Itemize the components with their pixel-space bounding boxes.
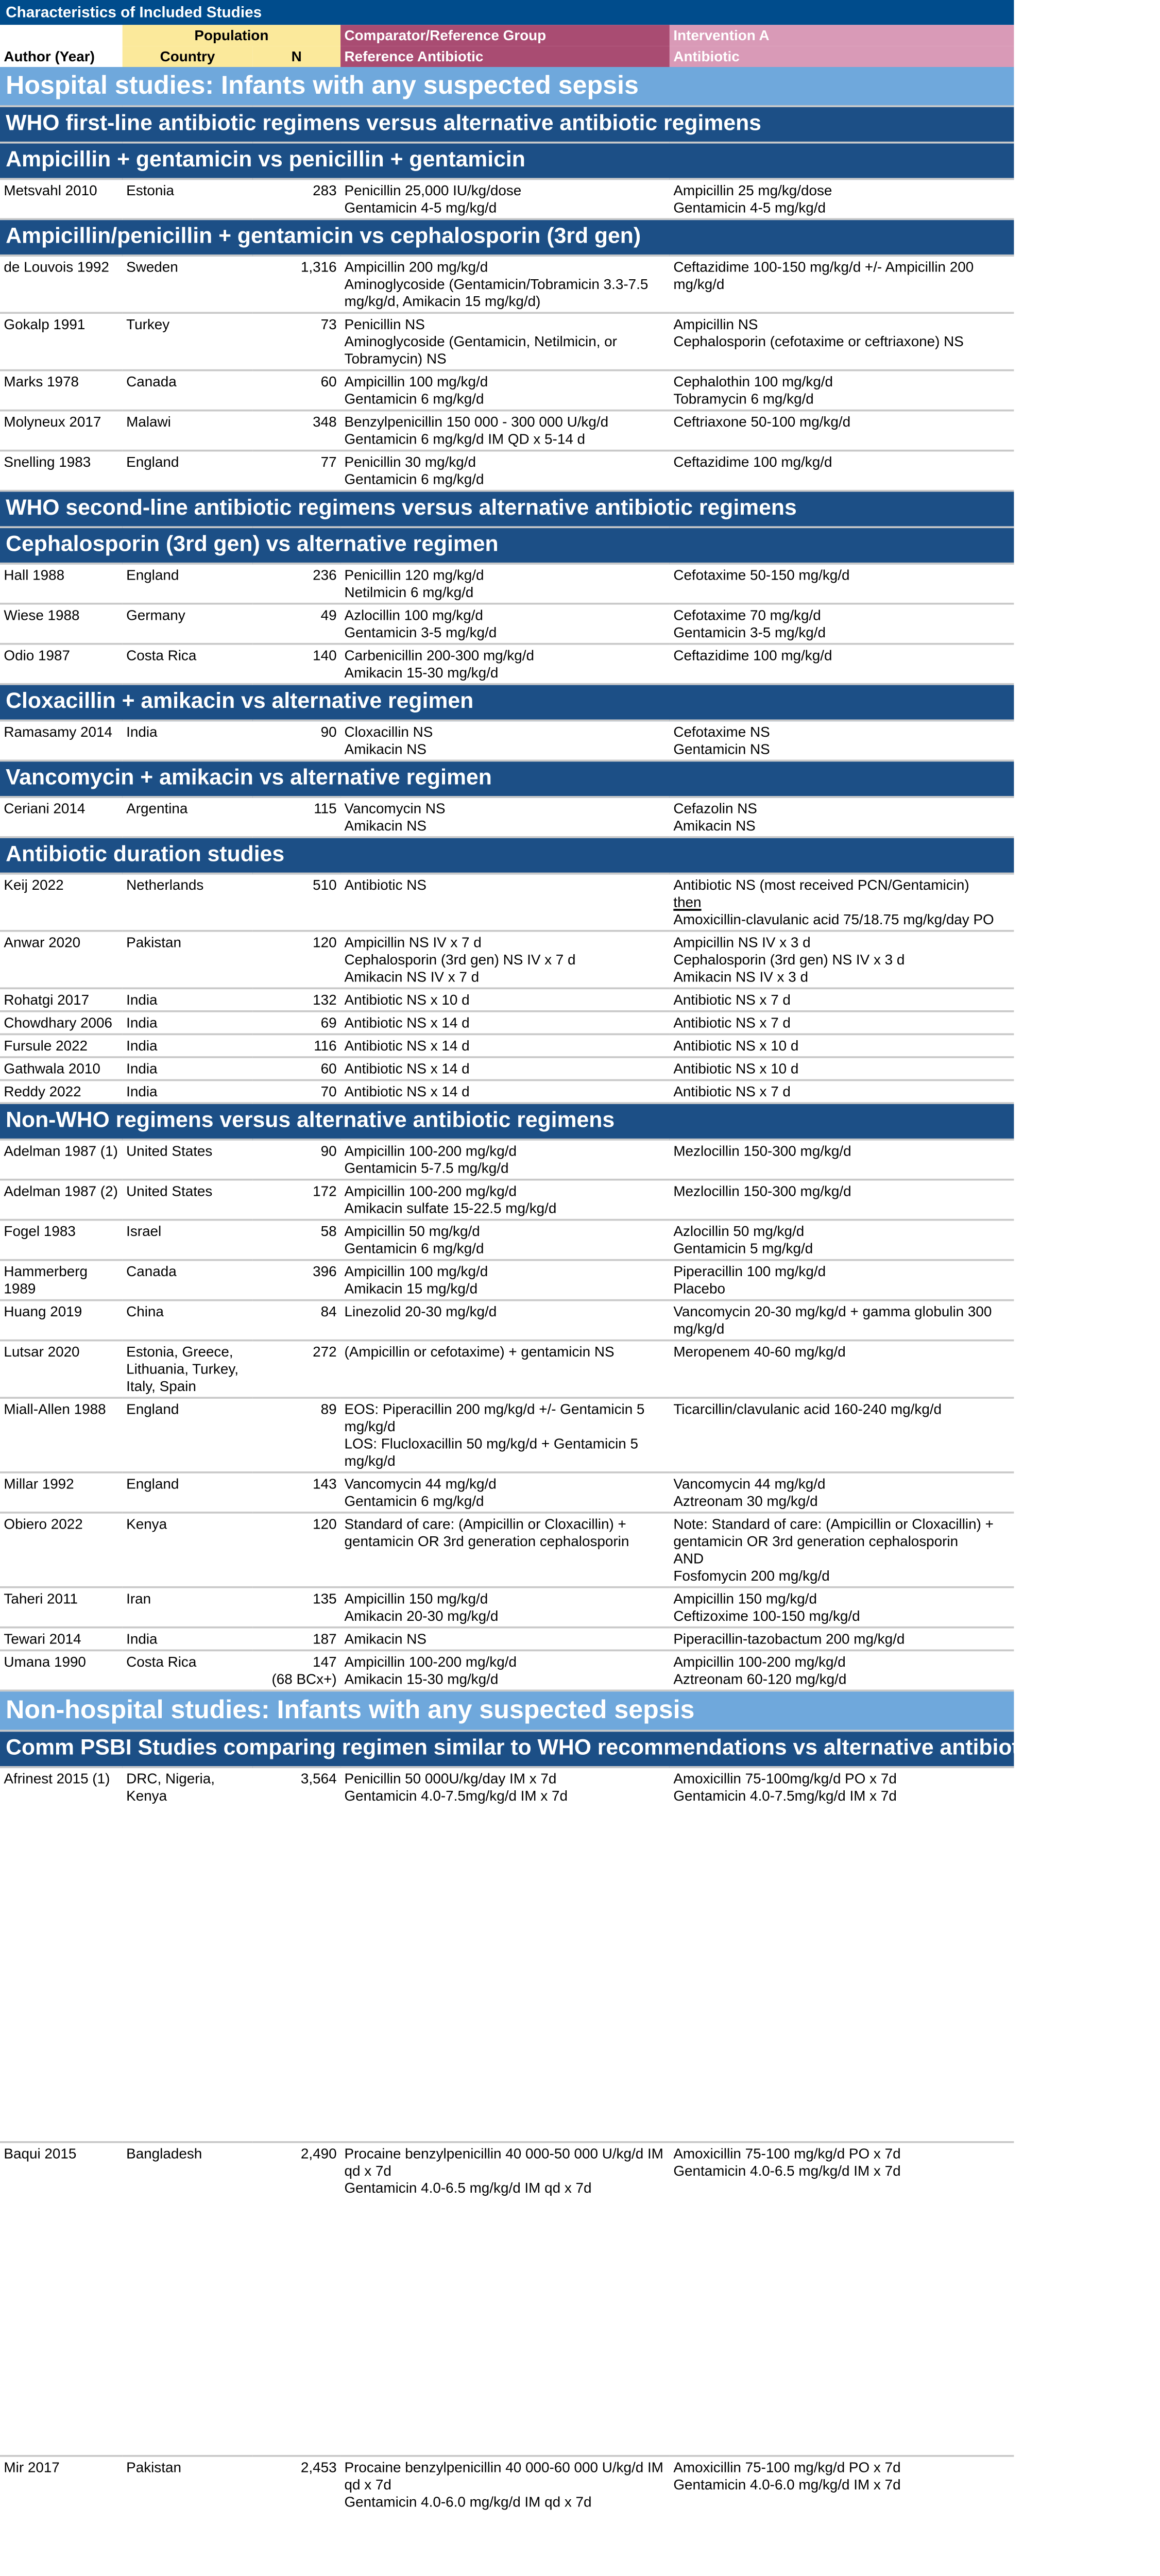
intervention-cell: Piperacillin-tazobactum 200 mg/kg/d xyxy=(670,1628,1014,1651)
n-cell: 172 xyxy=(252,1180,340,1220)
reference-cell: Procaine benzylpenicillin 40 000-60 000 U/kg/d IM qd x 7d Gentamicin 4.0-6.0 mg/kg/d IM qd x 7d xyxy=(340,2456,670,2576)
n-cell: 84 xyxy=(252,1300,340,1341)
section-heading: Cloxacillin + amikacin vs alternative regimen xyxy=(0,684,1014,721)
author-cell: de Louvois 1992 xyxy=(0,256,123,313)
country-cell: Kenya xyxy=(123,1513,253,1587)
intervention-cell: Piperacillin 100 mg/kg/d Placebo xyxy=(670,1260,1014,1300)
section-heading: Cephalosporin (3rd gen) vs alternative regimen xyxy=(0,527,1014,564)
reference-cell: Antibiotic NS x 14 d xyxy=(340,1057,670,1080)
n-cell: 60 xyxy=(252,370,340,411)
table-row xyxy=(0,604,1014,644)
country-cell: Bangladesh xyxy=(123,2142,253,2456)
section-row xyxy=(0,67,1014,106)
table-row xyxy=(0,644,1014,684)
n-cell: 1,316 xyxy=(252,256,340,313)
reference-cell: Penicillin 30 mg/kg/d Gentamicin 6 mg/kg/d xyxy=(340,451,670,491)
then-label: then xyxy=(673,893,702,911)
reference-cell: Azlocillin 100 mg/kg/d Gentamicin 3-5 mg/kg/d xyxy=(340,604,670,644)
n-cell: 396 xyxy=(252,1260,340,1300)
reference-cell: Standard of care: (Ampicillin or Cloxacillin) + gentamicin OR 3rd generation cephalosporin xyxy=(340,1513,670,1587)
intervention-cell: Azlocillin 50 mg/kg/d Gentamicin 5 mg/kg/d xyxy=(670,1220,1014,1260)
country-cell: United States xyxy=(123,1140,253,1180)
table-row xyxy=(0,1587,1014,1628)
author-cell: Hall 1988 xyxy=(0,564,123,604)
reference-cell: Penicillin 50 000U/kg/day IM x 7d Gentamicin 4.0-7.5mg/kg/d IM x 7d xyxy=(340,1767,670,2142)
intervention-cell: Antibiotic NS x 7 d xyxy=(670,988,1014,1011)
author-cell: Chowdhary 2006 xyxy=(0,1011,123,1035)
country-cell: Costa Rica xyxy=(123,644,253,684)
table-row xyxy=(0,1398,1014,1472)
table-row xyxy=(0,873,1014,930)
table-row xyxy=(0,411,1014,451)
country-cell: Canada xyxy=(123,1260,253,1300)
reference-cell: Ampicillin 100-200 mg/kg/d Amikacin 15-30 mg/kg/d xyxy=(340,1650,670,1690)
table-row xyxy=(0,1628,1014,1651)
author-cell: Huang 2019 xyxy=(0,1300,123,1341)
n-cell: 89 xyxy=(252,1398,340,1472)
intervention-cell: Antibiotic NS x 7 d xyxy=(670,1080,1014,1104)
section-heading: WHO first-line antibiotic regimens versus alternative antibiotic regimens xyxy=(0,106,1014,143)
section-heading: Non-WHO regimens versus alternative antibiotic regimens xyxy=(0,1103,1014,1140)
table-row xyxy=(0,370,1014,411)
table-row xyxy=(0,1140,1014,1180)
author-cell: Marks 1978 xyxy=(0,370,123,411)
table-row xyxy=(0,1650,1014,1690)
intervention-cell: Ticarcillin/clavulanic acid 160-240 mg/kg/d xyxy=(670,1398,1014,1472)
n-cell: 90 xyxy=(252,720,340,760)
country-cell: India xyxy=(123,720,253,760)
n-cell: 115 xyxy=(252,797,340,837)
n-cell: 3,564 xyxy=(252,1767,340,2142)
author-cell: Odio 1987 xyxy=(0,644,123,684)
table-row xyxy=(0,931,1014,988)
reference-cell: Penicillin NS Aminoglycoside (Gentamicin, Netilmicin, or Tobramycin) NS xyxy=(340,313,670,370)
reference-cell: Ampicillin 100-200 mg/kg/d Amikacin sulfate 15-22.5 mg/kg/d xyxy=(340,1180,670,1220)
n-cell: 510 xyxy=(252,873,340,930)
section-row xyxy=(0,527,1014,564)
author-cell: Ramasamy 2014 xyxy=(0,720,123,760)
table-row xyxy=(0,1057,1014,1080)
reference-cell: Penicillin 120 mg/kg/d Netilmicin 6 mg/kg/d xyxy=(340,564,670,604)
section-row xyxy=(0,491,1014,528)
intervention-cell: Cefotaxime 70 mg/kg/d Gentamicin 3-5 mg/kg/d xyxy=(670,604,1014,644)
author-cell: Snelling 1983 xyxy=(0,451,123,491)
n-cell: 69 xyxy=(252,1011,340,1035)
intervention-cell: Vancomycin 44 mg/kg/d Aztreonam 30 mg/kg/d xyxy=(670,1472,1014,1513)
author-cell: Keij 2022 xyxy=(0,873,123,930)
n-cell: 236 xyxy=(252,564,340,604)
author-cell: Baqui 2015 xyxy=(0,2142,123,2456)
table-row xyxy=(0,1260,1014,1300)
table-row xyxy=(0,564,1014,604)
studies-table xyxy=(0,25,1160,2576)
country-cell: Costa Rica xyxy=(123,1650,253,1690)
country-cell: India xyxy=(123,1080,253,1104)
author-cell: Metsvahl 2010 xyxy=(0,179,123,219)
country-cell: India xyxy=(123,1011,253,1035)
reference-cell: Ampicillin 100 mg/kg/d Amikacin 15 mg/kg/d xyxy=(340,1260,670,1300)
table-row xyxy=(0,1220,1014,1260)
country-cell: Estonia xyxy=(123,179,253,219)
intervention-cell: Cefotaxime NS Gentamicin NS xyxy=(670,720,1014,760)
table-row xyxy=(0,1080,1014,1104)
author-cell: Millar 1992 xyxy=(0,1472,123,1513)
author-cell: Anwar 2020 xyxy=(0,931,123,988)
n-header: N xyxy=(252,46,340,67)
section-row xyxy=(0,219,1014,256)
country-cell: India xyxy=(123,988,253,1011)
country-cell: Germany xyxy=(123,604,253,644)
table-row xyxy=(0,988,1014,1011)
intervention-cell: Ceftazidime 100-150 mg/kg/d +/- Ampicillin 200 mg/kg/d xyxy=(670,256,1014,313)
author-cell: Hammerberg 1989 xyxy=(0,1260,123,1300)
reference-cell: Ampicillin NS IV x 7 d Cephalosporin (3rd gen) NS IV x 7 d Amikacin NS IV x 7 d xyxy=(340,931,670,988)
n-cell: 2,490 xyxy=(252,2142,340,2456)
country-cell: Netherlands xyxy=(123,873,253,930)
intervention-cell: Cefazolin NS Amikacin NS xyxy=(670,797,1014,837)
section-row xyxy=(0,684,1014,721)
section-row xyxy=(0,106,1014,143)
reference-cell: Amikacin NS xyxy=(340,1628,670,1651)
country-cell: Turkey xyxy=(123,313,253,370)
section-row xyxy=(0,143,1014,179)
country-cell: England xyxy=(123,451,253,491)
n-cell: 272 xyxy=(252,1341,340,1398)
author-cell: Reddy 2022 xyxy=(0,1080,123,1104)
reference-cell: Cloxacillin NS Amikacin NS xyxy=(340,720,670,760)
n-cell: 90 xyxy=(252,1140,340,1180)
author-cell: Afrinest 2015 (1) xyxy=(0,1767,123,2142)
intervention-cell: Cefotaxime 50-150 mg/kg/d xyxy=(670,564,1014,604)
section-row xyxy=(0,1731,1014,1767)
section-row xyxy=(0,837,1014,874)
section-row xyxy=(0,760,1014,797)
antibiotic-header: Antibiotic xyxy=(670,46,1014,67)
reference-header: Reference Antibiotic xyxy=(340,46,670,67)
table-row xyxy=(0,256,1014,313)
section-heading: Ampicillin/penicillin + gentamicin vs cephalosporin (3rd gen) xyxy=(0,219,1014,256)
reference-cell: (Ampicillin or cefotaxime) + gentamicin NS xyxy=(340,1341,670,1398)
author-cell: Adelman 1987 (1) xyxy=(0,1140,123,1180)
intervention-cell: Ampicillin NS IV x 3 d Cephalosporin (3rd gen) NS IV x 3 d Amikacin NS IV x 3 d xyxy=(670,931,1014,988)
intervention-cell: Mezlocillin 150-300 mg/kg/d xyxy=(670,1140,1014,1180)
reference-cell: Vancomycin NS Amikacin NS xyxy=(340,797,670,837)
n-cell: 77 xyxy=(252,451,340,491)
country-cell: DRC, Nigeria, Kenya xyxy=(123,1767,253,2142)
country-cell: Israel xyxy=(123,1220,253,1260)
reference-cell: Ampicillin 100 mg/kg/d Gentamicin 6 mg/kg/d xyxy=(340,370,670,411)
n-cell: 187 xyxy=(252,1628,340,1651)
n-cell: 143 xyxy=(252,1472,340,1513)
intervention-cell: Amoxicillin 75-100 mg/kg/d PO x 7d Gentamicin 4.0-6.0 mg/kg/d IM x 7d xyxy=(670,2456,1014,2576)
author-cell: Mir 2017 xyxy=(0,2456,123,2576)
intervention-cell: Ceftazidime 100 mg/kg/d xyxy=(670,451,1014,491)
intervention-cell: Ceftriaxone 50-100 mg/kg/d xyxy=(670,411,1014,451)
n-cell: 147 (68 BCx+) xyxy=(252,1650,340,1690)
section-heading: Ampicillin + gentamicin vs penicillin + gentamicin xyxy=(0,143,1014,179)
intervention-cell: Antibiotic NS x 10 d xyxy=(670,1034,1014,1057)
intervention-cell: Antibiotic NS x 10 d xyxy=(670,1057,1014,1080)
reference-cell: Benzylpenicillin 150 000 - 300 000 U/kg/d Gentamicin 6 mg/kg/d IM QD x 5-14 d xyxy=(340,411,670,451)
intervention-cell: Ceftazidime 100 mg/kg/d xyxy=(670,644,1014,684)
intervention-cell: Amoxicillin 75-100 mg/kg/d PO x 7d Gentamicin 4.0-6.5 mg/kg/d IM x 7d xyxy=(670,2142,1014,2456)
n-cell: 2,453 xyxy=(252,2456,340,2576)
n-cell: 60 xyxy=(252,1057,340,1080)
section-heading: Antibiotic duration studies xyxy=(0,837,1014,874)
author-cell: Gokalp 1991 xyxy=(0,313,123,370)
table-row xyxy=(0,2456,1014,2576)
table-row xyxy=(0,1472,1014,1513)
author-cell: Adelman 1987 (2) xyxy=(0,1180,123,1220)
country-cell: Sweden xyxy=(123,256,253,313)
intervention-cell: Note: Standard of care: (Ampicillin or Cloxacillin) + gentamicin OR 3rd generation cephalosporin AND Fosfomycin 200 mg/kg/d xyxy=(670,1513,1014,1587)
header-row-1 xyxy=(0,25,1014,46)
reference-cell: Antibiotic NS xyxy=(340,873,670,930)
table-row xyxy=(0,2142,1014,2456)
intervention-cell: Antibiotic NS x 7 d xyxy=(670,1011,1014,1035)
n-cell: 49 xyxy=(252,604,340,644)
author-cell: Rohatgi 2017 xyxy=(0,988,123,1011)
reference-cell: Ampicillin 150 mg/kg/d Amikacin 20-30 mg/kg/d xyxy=(340,1587,670,1628)
reference-cell: EOS: Piperacillin 200 mg/kg/d +/- Gentamicin 5 mg/kg/d LOS: Flucloxacillin 50 mg/kg/d + Gentamicin 5 mg/kg/d xyxy=(340,1398,670,1472)
n-cell: 70 xyxy=(252,1080,340,1104)
intervention-text: Amoxicillin-clavulanic acid 75/18.75 mg/kg/day PO xyxy=(673,910,994,928)
sheet-title: Characteristics of Included Studies xyxy=(0,0,1014,25)
n-cell: 283 xyxy=(252,179,340,219)
country-header: Country xyxy=(123,46,253,67)
country-cell: England xyxy=(123,1398,253,1472)
author-cell: Lutsar 2020 xyxy=(0,1341,123,1398)
intervention-cell: Ampicillin 100-200 mg/kg/d Aztreonam 60-120 mg/kg/d xyxy=(670,1650,1014,1690)
reference-cell: Ampicillin 200 mg/kg/d Aminoglycoside (Gentamicin/Tobramicin 3.3-7.5 mg/kg/d, Amikacin 15 mg/kg/d) xyxy=(340,256,670,313)
n-cell: 120 xyxy=(252,931,340,988)
section-heading: Vancomycin + amikacin vs alternative regimen xyxy=(0,760,1014,797)
reference-cell: Penicillin 25,000 IU/kg/dose Gentamicin 4-5 mg/kg/d xyxy=(340,179,670,219)
intervention-cell: Amoxicillin 75-100mg/kg/d PO x 7d Gentamicin 4.0-7.5mg/kg/d IM x 7d xyxy=(670,1767,1014,2142)
section-row xyxy=(0,1103,1014,1140)
reference-cell: Ampicillin 100-200 mg/kg/d Gentamicin 5-7.5 mg/kg/d xyxy=(340,1140,670,1180)
author-cell: Fursule 2022 xyxy=(0,1034,123,1057)
reference-cell: Antibiotic NS x 10 d xyxy=(340,988,670,1011)
table-row xyxy=(0,1513,1014,1587)
table-row xyxy=(0,720,1014,760)
author-cell: Tewari 2014 xyxy=(0,1628,123,1651)
country-cell: Malawi xyxy=(123,411,253,451)
section-heading: Hospital studies: Infants with any suspected sepsis xyxy=(0,67,1014,106)
n-cell: 348 xyxy=(252,411,340,451)
country-cell: Pakistan xyxy=(123,931,253,988)
table-row xyxy=(0,1011,1014,1035)
reference-cell: Ampicillin 50 mg/kg/d Gentamicin 6 mg/kg/d xyxy=(340,1220,670,1260)
comparator-header: Comparator/Reference Group xyxy=(340,25,670,46)
table-row xyxy=(0,313,1014,370)
intervention-cell: Mezlocillin 150-300 mg/kg/d xyxy=(670,1180,1014,1220)
n-cell: 135 xyxy=(252,1587,340,1628)
country-cell: Canada xyxy=(123,370,253,411)
country-cell: India xyxy=(123,1628,253,1651)
author-cell: Fogel 1983 xyxy=(0,1220,123,1260)
reference-cell: Antibiotic NS x 14 d xyxy=(340,1011,670,1035)
intervention-cell: Cephalothin 100 mg/kg/d Tobramycin 6 mg/kg/d xyxy=(670,370,1014,411)
country-cell: Pakistan xyxy=(123,2456,253,2576)
reference-cell: Carbenicillin 200-300 mg/kg/d Amikacin 15-30 mg/kg/d xyxy=(340,644,670,684)
table-row xyxy=(0,451,1014,491)
author-cell: Miall-Allen 1988 xyxy=(0,1398,123,1472)
table-row xyxy=(0,1300,1014,1341)
intervention-cell: Vancomycin 20-30 mg/kg/d + gamma globulin 300 mg/kg/d xyxy=(670,1300,1014,1341)
author-cell: Molyneux 2017 xyxy=(0,411,123,451)
table-row xyxy=(0,1767,1014,2142)
n-cell: 132 xyxy=(252,988,340,1011)
section-heading: Comm PSBI Studies comparing regimen similar to WHO recommendations vs alternative antibiotic regimens c xyxy=(0,1731,1014,1767)
intervention-cell xyxy=(670,873,1014,930)
reference-cell: Linezolid 20-30 mg/kg/d xyxy=(340,1300,670,1341)
section-heading: WHO second-line antibiotic regimens versus alternative antibiotic regimens xyxy=(0,491,1014,528)
n-cell: 120 xyxy=(252,1513,340,1587)
author-cell: Ceriani 2014 xyxy=(0,797,123,837)
n-cell: 73 xyxy=(252,313,340,370)
intervention-cell: Ampicillin 150 mg/kg/d Ceftizoxime 100-150 mg/kg/d xyxy=(670,1587,1014,1628)
intervention-text: Antibiotic NS (most received PCN/Gentamicin) xyxy=(673,876,969,894)
n-cell: 116 xyxy=(252,1034,340,1057)
country-cell: England xyxy=(123,1472,253,1513)
reference-cell: Antibiotic NS x 14 d xyxy=(340,1080,670,1104)
intervention-header: Intervention A xyxy=(670,25,1014,46)
country-cell: China xyxy=(123,1300,253,1341)
n-cell: 58 xyxy=(252,1220,340,1260)
reference-cell: Antibiotic NS x 14 d xyxy=(340,1034,670,1057)
country-cell: Argentina xyxy=(123,797,253,837)
population-header: Population xyxy=(123,25,340,46)
country-cell: England xyxy=(123,564,253,604)
n-cell: 140 xyxy=(252,644,340,684)
header-row-2 xyxy=(0,46,1014,67)
author-cell: Taheri 2011 xyxy=(0,1587,123,1628)
intervention-cell: Ampicillin NS Cephalosporin (cefotaxime or ceftriaxone) NS xyxy=(670,313,1014,370)
country-cell: Iran xyxy=(123,1587,253,1628)
author-cell: Umana 1990 xyxy=(0,1650,123,1690)
section-row xyxy=(0,1690,1014,1731)
country-cell: India xyxy=(123,1034,253,1057)
table-row xyxy=(0,1341,1014,1398)
table-row xyxy=(0,797,1014,837)
country-cell: India xyxy=(123,1057,253,1080)
table-row xyxy=(0,1180,1014,1220)
section-heading: Non-hospital studies: Infants with any suspected sepsis xyxy=(0,1690,1014,1731)
table-row xyxy=(0,179,1014,219)
author-cell: Obiero 2022 xyxy=(0,1513,123,1587)
reference-cell: Procaine benzylpenicillin 40 000-50 000 U/kg/d IM qd x 7d Gentamicin 4.0-6.5 mg/kg/d IM qd x 7d xyxy=(340,2142,670,2456)
country-cell: United States xyxy=(123,1180,253,1220)
author-header: Author (Year) xyxy=(0,46,123,67)
author-cell: Wiese 1988 xyxy=(0,604,123,644)
table-row xyxy=(0,1034,1014,1057)
reference-cell: Vancomycin 44 mg/kg/d Gentamicin 6 mg/kg/d xyxy=(340,1472,670,1513)
intervention-cell: Meropenem 40-60 mg/kg/d xyxy=(670,1341,1014,1398)
author-cell: Gathwala 2010 xyxy=(0,1057,123,1080)
intervention-cell: Ampicillin 25 mg/kg/dose Gentamicin 4-5 mg/kg/d xyxy=(670,179,1014,219)
country-cell: Estonia, Greece, Lithuania, Turkey, Italy, Spain xyxy=(123,1341,253,1398)
